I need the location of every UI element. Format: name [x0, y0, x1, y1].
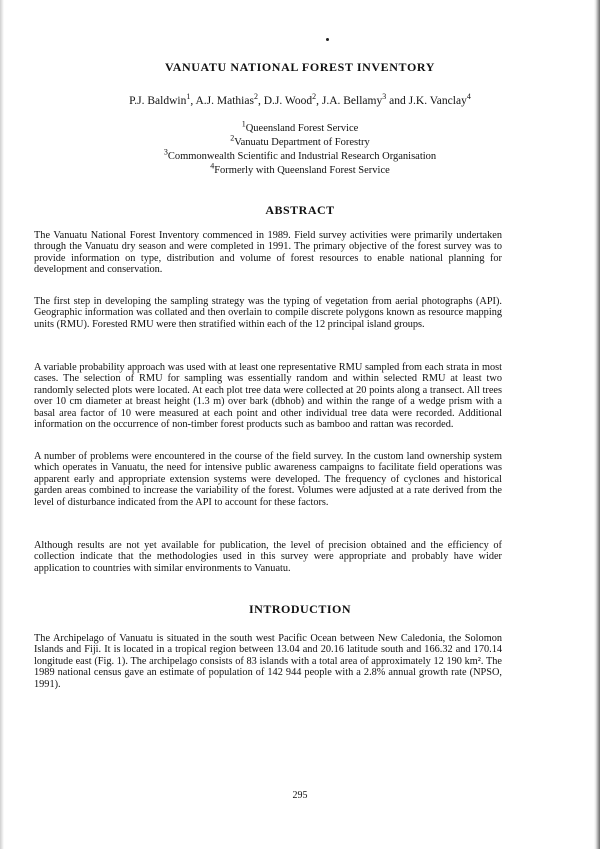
author: J.K. Vanclay — [408, 95, 467, 107]
affiliation-number: 3 — [163, 147, 168, 157]
author: D.J. Wood — [263, 95, 313, 107]
affiliation — [30, 119, 570, 136]
scan-speck — [326, 38, 329, 41]
abstract-paragraph: A number of problems were encountered in the course of the field survey. In the custom land ownership system which operates in Vanuatu, the need for intensive public awareness campaigns to facilitate field operations was apparent early and appropriate extension systems were developed. The frequency of cyclones and historical garden areas combined to increase the variability of the forest. Volumes were adjusted at a rate derived from the level of disturbance indicated from the API to account for these factors. — [34, 451, 502, 508]
affiliation-text: Queensland Forest Service — [245, 123, 359, 134]
author-affiliation-mark: 1 — [186, 92, 191, 102]
affiliation — [30, 147, 570, 164]
author-separator: , — [316, 95, 322, 107]
affiliation-text: Vanuatu Department of Forestry — [234, 137, 370, 148]
author-separator: , — [190, 95, 196, 107]
author-affiliation-mark: 3 — [382, 92, 387, 102]
affiliation — [30, 161, 570, 178]
abstract-paragraph: The first step in developing the sampling strategy was the typing of vegetation from aerial photographs (API). Geographic information was collated and then overlain to compile discrete polygons known as resource mapping units (RMU). Forested RMU were then stratified within each of the 12 principal island groups. — [34, 296, 502, 330]
author-affiliation-mark: 2 — [253, 92, 258, 102]
affiliation-number: 4 — [210, 161, 215, 171]
author-affiliation-mark: 2 — [312, 92, 317, 102]
introduction-heading: INTRODUCTION — [248, 602, 351, 616]
paper-title: VANUATU NATIONAL FOREST INVENTORY — [165, 60, 435, 74]
author-separator: and — [386, 95, 409, 107]
affiliation-text: Formerly with Queensland Forest Service — [214, 165, 390, 176]
author: P.J. Baldwin — [129, 95, 187, 107]
affiliation-number: 1 — [241, 119, 246, 129]
author-separator: , — [257, 95, 264, 107]
affiliation — [30, 133, 570, 150]
abstract-heading: ABSTRACT — [265, 203, 335, 217]
affiliation-text: Commonwealth Scientific and Industrial Research Organisation — [167, 151, 437, 162]
affiliation-list — [0, 119, 570, 178]
author-list — [0, 92, 570, 107]
scan-edge-right — [594, 0, 600, 849]
abstract-paragraph: A variable probability approach was used with at least one representative RMU sampled from each strata in most cases. The selection of RMU for sampling was essentially random and within selected RMU at least two randomly selected plots were located. At each plot tree data were collected at 20 points along a transect. All trees over 10 cm diameter at breast height (1.3 m) over bark (dbhob) and within the range of a wedge prism with a basal area factor of 10 were measured at each point and other individual tree data were recorded. Additional information on the occurrence of non-timber forest products such as bamboo and rattan was recorded. — [34, 362, 502, 431]
author: A.J. Mathias — [195, 95, 254, 107]
abstract-paragraph: Although results are not yet available for publication, the level of precision obtained and the efficiency of collection indicate that the methodologies used in this survey were appropriate and probably have wider application to countries with similar environments to Vanuatu. — [34, 540, 502, 574]
author-affiliation-mark: 4 — [466, 92, 471, 102]
author: J.A. Bellamy — [321, 95, 383, 107]
abstract-paragraph: The Vanuatu National Forest Inventory commenced in 1989. Field survey activities were primarily undertaken through the Vanuatu dry season and were completed in 1991. The primary objective of the forest survey was to provide information on type, distribution and volume of forest resources to enable national planning for development and conservation. — [34, 230, 502, 276]
introduction-paragraph: The Archipelago of Vanuatu is situated in the south west Pacific Ocean between New Caledonia, the Solomon Islands and Fiji. It is located in a tropical region between 13.04 and 20.16 latitude south and 166.32 and 170.14 longitude east (Fig. 1). The archipelago consists of 83 islands with a total area of approximately 12 190 km². The 1989 national census gave an estimate of population of 142 944 people with a 2.8% annual growth rate (NPSO, 1991). — [34, 633, 502, 690]
page-number: 295 — [292, 790, 308, 801]
affiliation-number: 2 — [230, 133, 235, 143]
